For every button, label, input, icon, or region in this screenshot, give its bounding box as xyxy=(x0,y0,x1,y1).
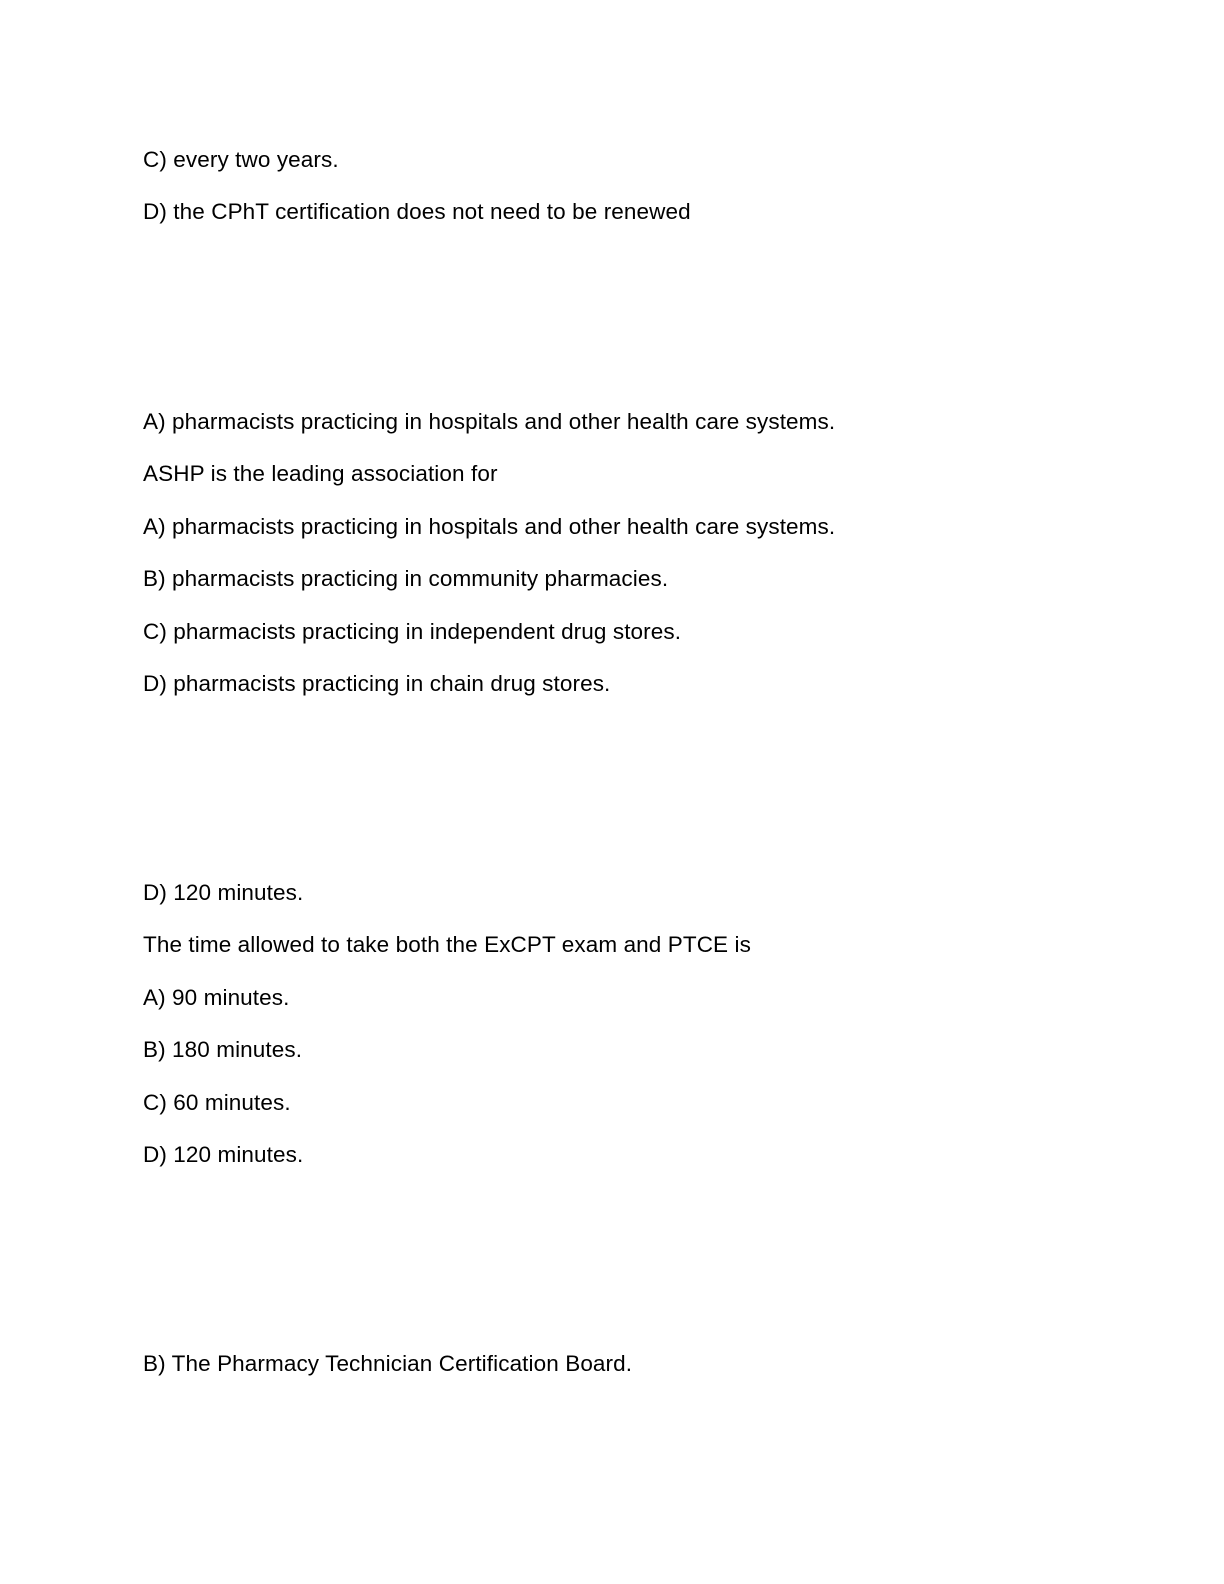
answer-line: D) 120 minutes. xyxy=(143,880,304,905)
option-b-line: B) pharmacists practicing in community pharmacies. xyxy=(143,566,669,591)
option-a-line: A) pharmacists practicing in hospitals and other health care systems. xyxy=(143,514,836,539)
question-text: The time allowed to take both the ExCPT exam and PTCE is xyxy=(143,932,751,957)
option-a-line: A) 90 minutes. xyxy=(143,985,290,1010)
question-text: ASHP is the leading association for xyxy=(143,461,498,486)
option-c-line: C) pharmacists practicing in independent drug stores. xyxy=(143,619,682,644)
option-b-line: B) 180 minutes. xyxy=(143,1037,303,1062)
option-d-line: D) the CPhT certification does not need to be renewed xyxy=(143,199,691,224)
option-d-line: D) pharmacists practicing in chain drug stores. xyxy=(143,671,611,696)
answer-line: A) pharmacists practicing in hospitals and other health care systems. xyxy=(143,409,836,434)
option-d-line: D) 120 minutes. xyxy=(143,1142,304,1167)
option-c-line: C) every two years. xyxy=(143,147,339,172)
answer-line: B) The Pharmacy Technician Certification Board. xyxy=(143,1351,633,1376)
option-c-line: C) 60 minutes. xyxy=(143,1090,291,1115)
